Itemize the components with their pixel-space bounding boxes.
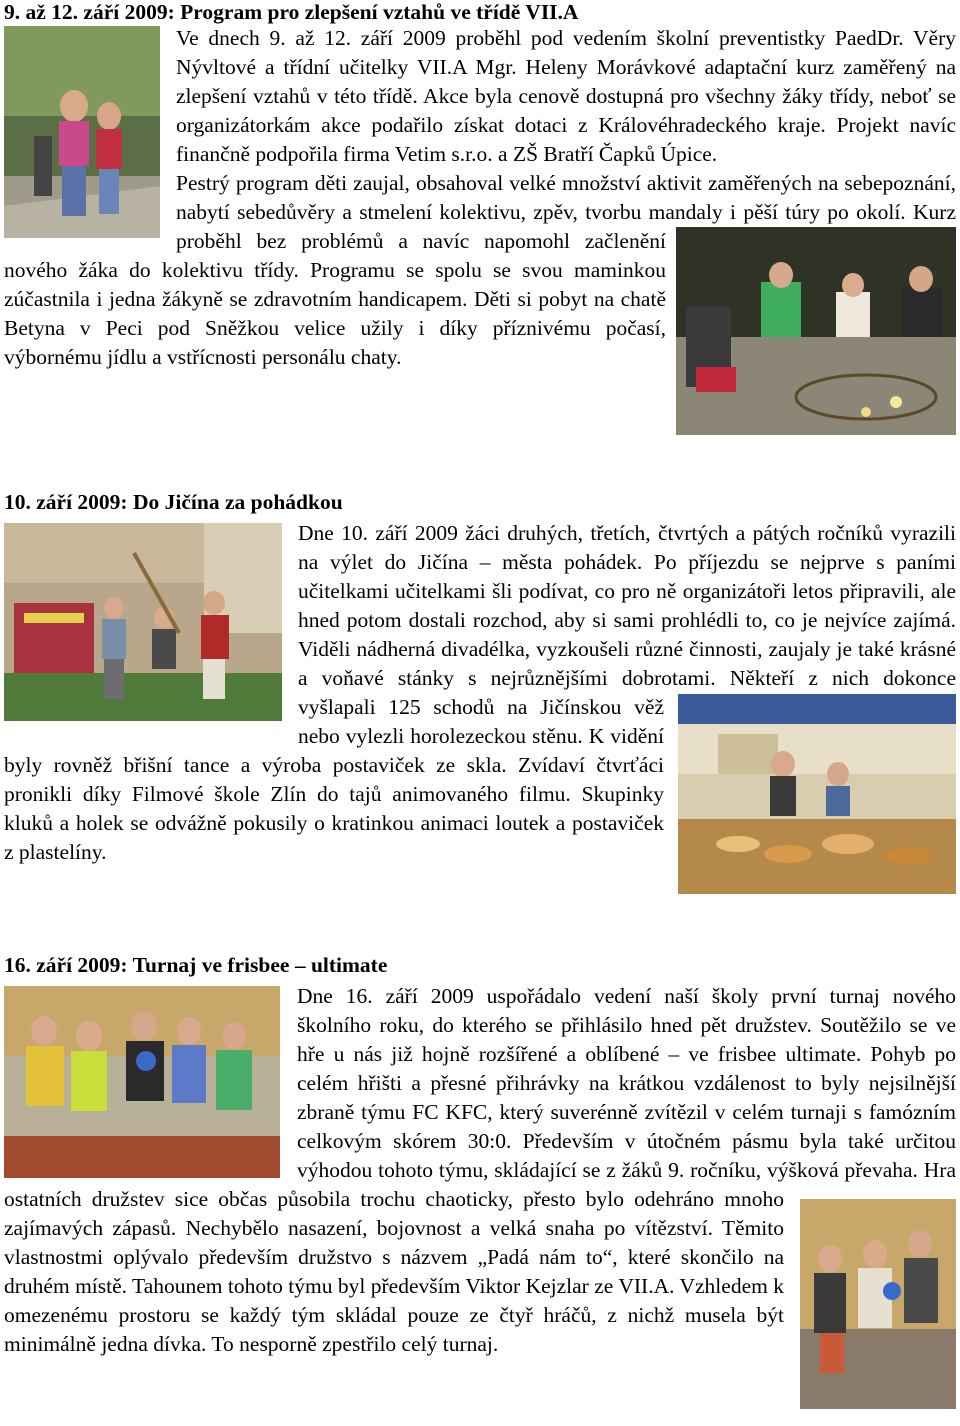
article-title: 16. září 2009: Turnaj ve frisbee – ultimate <box>4 953 388 977</box>
article-frisbee-tournament <box>4 953 956 1426</box>
article-jicin-trip <box>4 490 956 930</box>
article-title: 10. září 2009: Do Jičína za pohádkou <box>4 490 343 514</box>
article-paragraph: Pestrý program děti zaujal, obsahoval velké množství aktivit zaměřených na sebepoznání, nabytí sebedůvěry a stmelení kolektivu, zpěv, tvorbu mandaly i pěší túry po okolí. Kurz proběhl bez problémů a navíc napomohl začlenění nového žáka do kolektivu třídy. Programu se spolu se svou maminkou zúčastnila i jedna žákyně se zdravotním handicapem. Děti si pobyt na chatě Betyna v Peci pod Sněžkou velice užily i díky příznivému počasí, výbornému jídlu a vstřícnosti personálu chaty. <box>4 171 956 369</box>
article-paragraph: Dne 16. září 2009 uspořádalo vedení naší školy první turnaj nového školního roku, do kterého se přihlásilo hned pět družstev. Soutěžilo se ve hře u nás již hojně rozšířené a oblíbené – ve frisbee ultimate. Pohyb po celém hřišti a přesné přihrávky na krátkou vzdálenost to byly nejsilnější zbraně týmu FC KFC, který suverénně zvítězil v celém turnaji s famózním celkovým skórem 30:0. Především v útočném pásmu byla také určitou výhodou tohoto týmu, skládající se z žáků 9. ročníku, výšková převaha. Hra ostatních družstev sice občas působila trochu chaoticky, přesto bylo odehráno mnoho zajímavých zápasů. Nechybělo nasazení, bojovnost a velká snaha po vítězství. Těmito vlastnostmi oplývalo především družstvo s názvem „Padá nám to“, které skončilo na druhém místě. Tahounem tohoto týmu byl především Viktor Kejzlar ze VII.A. Vzhledem k omezenému prostoru se každý tým skládal pouze ze čtyř hráčů, z nichž musela být minimálně jedna dívka. To nesporně zpestřilo celý turnaj. <box>4 984 956 1356</box>
article-title: 9. až 12. září 2009: Program pro zlepšení vztahů ve třídě VII.A <box>4 0 579 24</box>
article-paragraph: Ve dnech 9. až 12. září 2009 proběhl pod vedením školní preventistky PaedDr. Věry Nývltové a třídní učitelky VII.A Mgr. Heleny Morávkové adaptační kurz zaměřený na zlepšení vztahů v této třídě. Akce byla cenově dostupná pro všechny žáky třídy, neboť se organizátorkám akce podařilo získat dotaci z Královéhradeckého kraje. Projekt navíc finančně podpořila firma Vetim s.r.o. a ZŠ Bratří Čapků Úpice. <box>176 26 956 166</box>
article-paragraph: Dne 10. září 2009 žáci druhých, třetích, čtvrtých a pátých ročníků vyrazili na výlet do Jičína – města pohádek. Po příjezdu se nejprve s paními učitelkami učitelkami šli podívat, co pro ně organizátoři letos připravili, ale hned potom dostali rozchod, aby si sami prohlédli to, co je nejvíce zajímá. Viděli nádherná divadélka, vyzkoušeli různé činnosti, zaujaly je také krásné a voňavé stánky s nejrůznějšími dobrotami. Někteří z nich dokonce vyšlapali 125 schodů na Jičínskou věž nebo vylezli horolezeckou stěnu. K vidění byly rovněž břišní tance a výroba postaviček ze skla. Zvídaví čtvrťáci pronikli díky Filmové škole Zlín do tajů animovaného filmu. Skupinky kluků a holek se odvážně pokusily o kratinkou animaci loutek a postaviček z plastelíny. <box>4 521 956 864</box>
article-adaptation-course <box>4 0 956 460</box>
